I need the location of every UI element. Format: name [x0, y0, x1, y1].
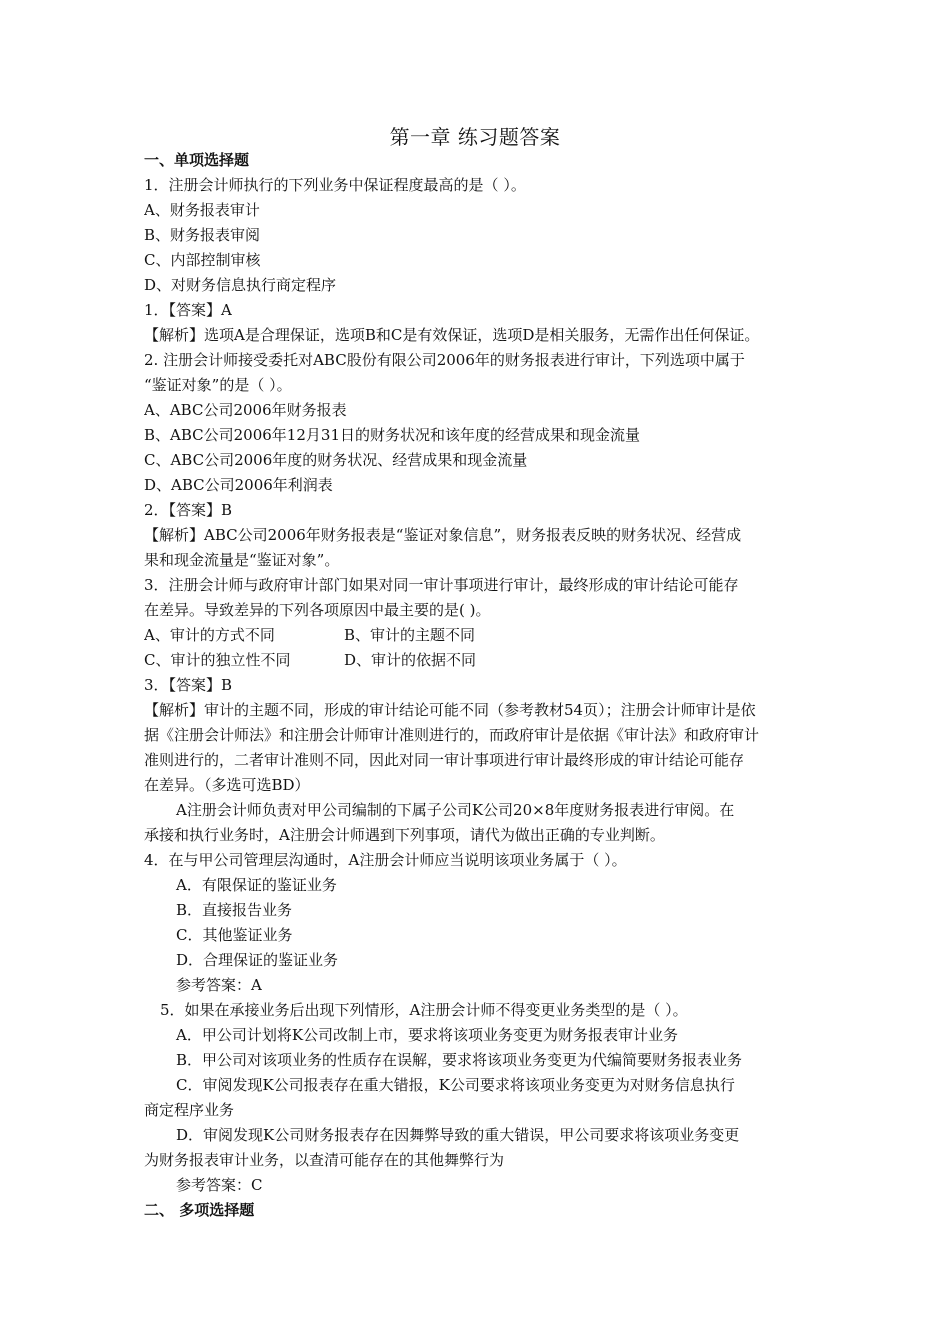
question-2-option-d: D、ABC公司2006年利润表 [144, 476, 333, 494]
question-2-answer: 2．【答案】B [144, 501, 233, 519]
question-3-option-d: D、审计的依据不同 [344, 651, 477, 669]
question-5-option-d-line-2: 为财务报表审计业务，以查清可能存在的其他舞弊行为 [144, 1151, 505, 1169]
question-3-analysis-line-1: 【解析】审计的主题不同，形成的审计结论可能不同（参考教材54页）；注册会计师审计是依 [144, 701, 756, 719]
question-5-option-a: A．甲公司计划将K公司改制上市，要求将该项业务变更为财务报表审计业务 [176, 1026, 679, 1044]
question-5-answer: 参考答案：C [176, 1176, 263, 1194]
question-2-analysis-line-1: 【解析】ABC公司2006年财务报表是“鉴证对象信息”，财务报表反映的财务状况、经营成 [144, 526, 742, 544]
question-2-stem-line-1: 2. 注册会计师接受委托对ABC股份有限公司2006年的财务报表进行审计，下列选项中属于 [144, 351, 745, 369]
question-3-option-c: C、审计的独立性不同 [144, 651, 291, 669]
question-4-option-d: D．合理保证的鉴证业务 [176, 951, 339, 969]
question-4-stem: 4．在与甲公司管理层沟通时，A注册会计师应当说明该项业务属于（ ）。 [144, 851, 627, 869]
document-body [144, 148, 812, 1223]
section-heading-multiple-choice: 二、 多项选择题 [144, 1201, 255, 1219]
section-heading-single-choice: 一、单项选择题 [144, 151, 250, 169]
question-3-option-a: A、审计的方式不同 [144, 626, 275, 644]
question-1-option-c: C、内部控制审核 [144, 251, 261, 269]
case-intro-line-2: 承接和执行业务时，A注册会计师遇到下列事项，请代为做出正确的专业判断。 [144, 826, 665, 844]
question-2-stem-line-2: “鉴证对象”的是（ ）。 [144, 376, 292, 394]
question-4-option-a: A．有限保证的鉴证业务 [176, 876, 337, 894]
question-1-option-b: B、财务报表审阅 [144, 226, 261, 244]
question-1-answer: 1．【答案】A [144, 301, 232, 319]
question-3-analysis-line-3: 准则进行的，二者审计准则不同，因此对同一审计事项进行审计最终形成的审计结论可能存 [144, 751, 745, 769]
question-2-option-c: C、ABC公司2006年度的财务状况、经营成果和现金流量 [144, 451, 528, 469]
question-5-option-c-line-1: C．审阅发现K公司报表存在重大错报，K公司要求将该项业务变更为对财务信息执行 [176, 1076, 735, 1094]
question-3-answer: 3．【答案】B [144, 676, 233, 694]
question-1-option-a: A、财务报表审计 [144, 201, 260, 219]
question-3-stem-line-1: 3．注册会计师与政府审计部门如果对同一审计事项进行审计，最终形成的审计结论可能存 [144, 576, 739, 594]
question-3-stem-line-2: 在差异。导致差异的下列各项原因中最主要的是( )。 [144, 601, 491, 619]
question-4-option-b: B．直接报告业务 [176, 901, 293, 919]
question-3-options-row-1 [144, 623, 812, 648]
question-4-option-c: C．其他鉴证业务 [176, 926, 293, 944]
question-2-option-b: B、ABC公司2006年12月31日的财务状况和该年度的经营成果和现金流量 [144, 426, 640, 444]
question-1-analysis: 【解析】选项A是合理保证，选项B和C是有效保证，选项D是相关服务，无需作出任何保证。 [144, 326, 760, 344]
question-2-analysis-line-2: 果和现金流量是“鉴证对象”。 [144, 551, 340, 569]
question-3-analysis-line-4: 在差异。（多选可选BD） [144, 776, 310, 794]
question-5-option-d-line-1: D．审阅发现K公司财务报表存在因舞弊导致的重大错误，甲公司要求将该项业务变更 [176, 1126, 740, 1144]
question-3-option-b: B、审计的主题不同 [344, 626, 476, 644]
question-5-option-c-line-2: 商定程序业务 [144, 1101, 235, 1119]
question-1-stem: 1．注册会计师执行的下列业务中保证程度最高的是（ ）。 [144, 176, 526, 194]
page-title: 第一章 练习题答案 [389, 125, 561, 149]
question-5-stem: 5．如果在承接业务后出现下列情形，A注册会计师不得变更业务类型的是（ ）。 [160, 1001, 688, 1019]
question-5-option-b: B．甲公司对该项业务的性质存在误解，要求将该项业务变更为代编简要财务报表业务 [176, 1051, 743, 1069]
question-2-option-a: A、ABC公司2006年财务报表 [144, 401, 347, 419]
case-intro-line-1: A注册会计师负责对甲公司编制的下属子公司K公司20×8年度财务报表进行审阅。在 [176, 801, 735, 819]
question-4-answer: 参考答案：A [176, 976, 262, 994]
question-3-options-row-2 [144, 648, 812, 673]
question-3-analysis-line-2: 据《注册会计师法》和注册会计师审计准则进行的，而政府审计是依据《审计法》和政府审计 [144, 726, 760, 744]
question-1-option-d: D、对财务信息执行商定程序 [144, 276, 337, 294]
